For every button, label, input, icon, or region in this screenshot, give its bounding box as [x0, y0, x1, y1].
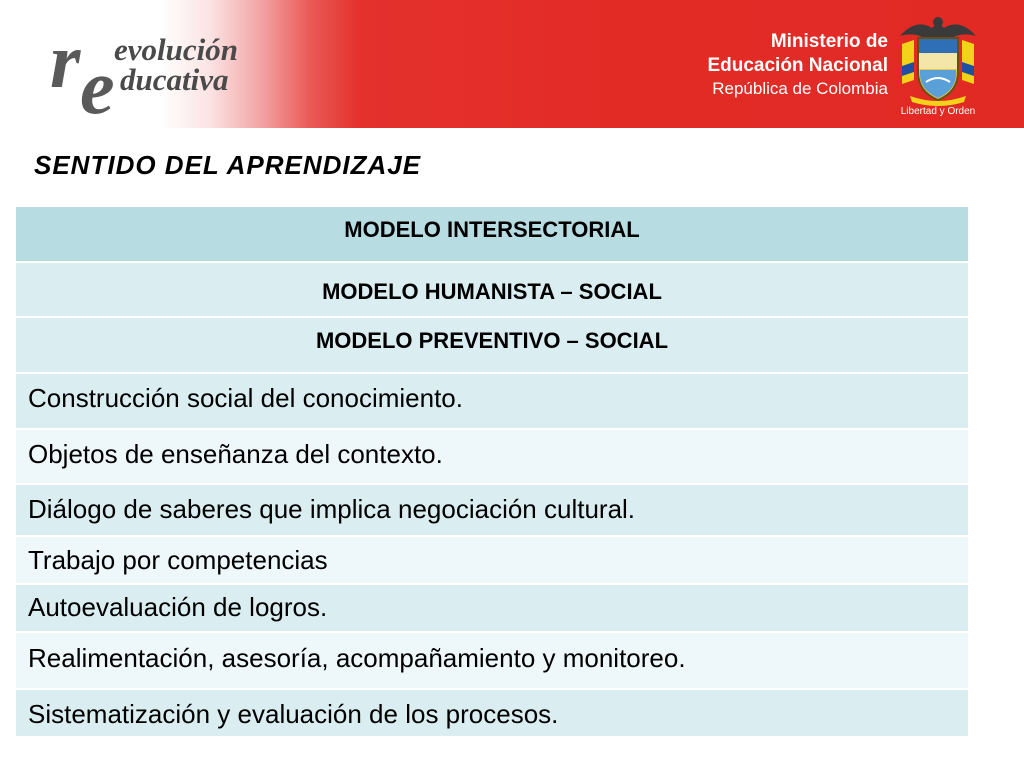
- table-row: Sistematización y evaluación de los procesos.: [16, 690, 968, 738]
- table-row: Realimentación, asesoría, acompañamiento y monitoreo.: [16, 633, 968, 690]
- logo-initial-r: r: [50, 17, 81, 104]
- logo-word-ducativa: ducativa: [120, 62, 229, 97]
- table-header-row: MODELO INTERSECTORIAL: [16, 207, 968, 263]
- table-row: Trabajo por competencias: [16, 537, 968, 585]
- learning-models-table: [16, 207, 968, 738]
- revolucion-educativa-logo: [50, 17, 265, 130]
- colombia-coat-of-arms-icon: [896, 10, 980, 122]
- ministry-line-2: Educación Nacional: [707, 55, 888, 76]
- logo-word-evolucion: evolución: [114, 32, 238, 67]
- table-row: Objetos de enseñanza del contexto.: [16, 430, 968, 485]
- table-row: Diálogo de saberes que implica negociación cultural.: [16, 485, 968, 537]
- ministry-name: [707, 30, 888, 100]
- table-header-row: MODELO HUMANISTA – SOCIAL: [16, 263, 968, 318]
- logo-initial-e: e: [80, 43, 115, 130]
- coat-of-arms-graphic: [896, 10, 980, 106]
- seal-motto: Libertad y Orden: [900, 106, 976, 117]
- slide-title: SENTIDO DEL APRENDIZAJE: [34, 150, 422, 180]
- header-banner: [0, 0, 1024, 128]
- ministry-line-3: República de Colombia: [712, 79, 888, 98]
- ministry-line-1: Ministerio de: [770, 31, 888, 52]
- table-row: Construcción social del conocimiento.: [16, 374, 968, 430]
- table-row: Autoevaluación de logros.: [16, 585, 968, 633]
- table-header-row: MODELO PREVENTIVO – SOCIAL: [16, 318, 968, 374]
